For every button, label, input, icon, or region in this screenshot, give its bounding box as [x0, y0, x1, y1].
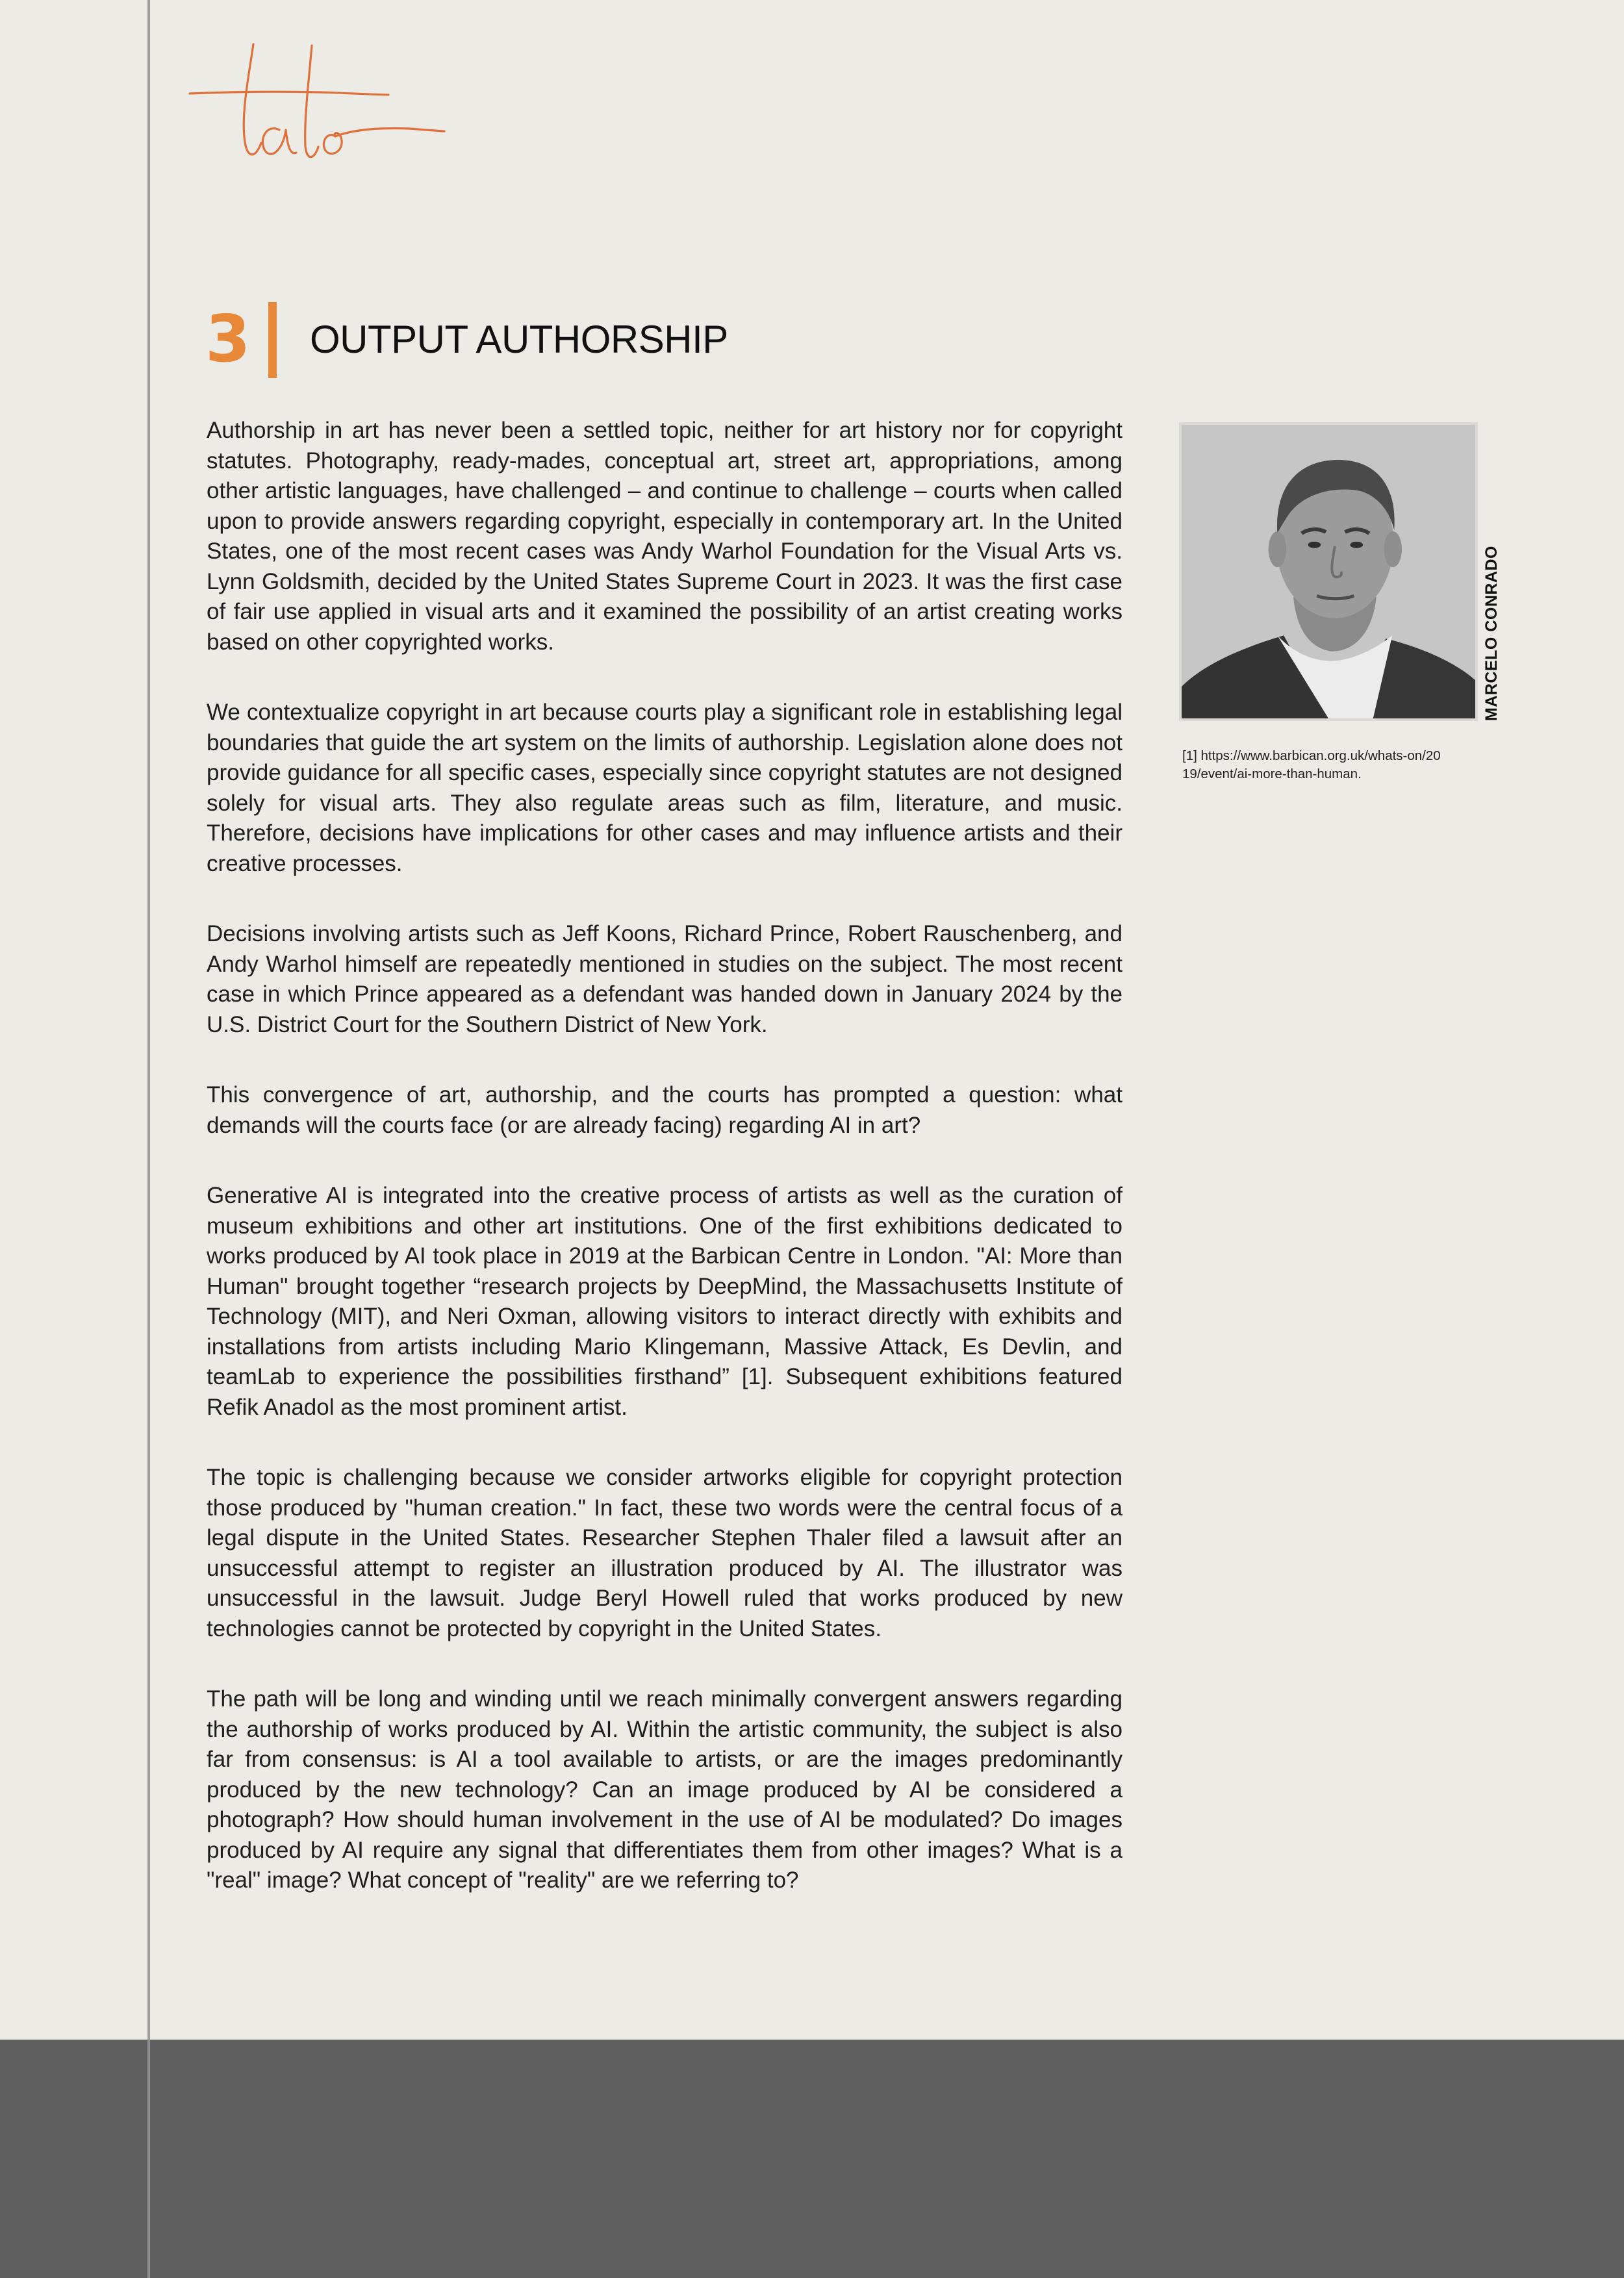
- footnote: [1] https://www.barbican.org.uk/whats-on/2019/event/ai-more-than-human.: [1182, 748, 1441, 781]
- paragraph: The path will be long and winding until we reach minimally convergent answers regarding the authorship of works produced by AI. Within the artistic community, the subject is also far from consensus: is AI a tool available to artists, or are the images predominantly produced by the new technology? Can an image produced by AI be considered a photograph? How should human involvement in the use of AI be modulated? Do images produced by AI require any signal that differentiates them from other images? What is a "real" image? What concept of "reality" are we referring to?: [207, 1686, 1123, 1893]
- article-body: [207, 416, 1123, 1936]
- section-number: 3: [205, 301, 251, 377]
- footer-band: [0, 2040, 1624, 2278]
- page-margin-rule: [147, 0, 150, 2278]
- section-divider-bar: [268, 302, 277, 378]
- section-title: OUTPUT AUTHORSHIP: [310, 318, 728, 361]
- paragraph: Authorship in art has never been a settled topic, neither for art history nor for copyright statutes. Photography, ready-mades, conceptual art, street art, appropriations, among other artistic languages, have challenged – and continue to challenge – courts when called upon to provide answers regarding copyright, especially in contemporary art. In the United States, one of the most recent cases was Andy Warhol Foundation for the Visual Arts vs. Lynn Goldsmith, decided by the United States Supreme Court in 2023. It was the first case of fair use applied in visual arts and it examined the possibility of an artist creating works based on other copyrighted works.: [207, 418, 1123, 655]
- tato-signature-logo: [182, 32, 455, 175]
- paragraph: Decisions involving artists such as Jeff Koons, Richard Prince, Robert Rauschenberg, and Andy Warhol himself are repeatedly mentioned in studies on the subject. The most recent case in which Prince appeared as a defendant was handed down in January 2024 by the U.S. District Court for the Southern District of New York.: [207, 921, 1123, 1037]
- photo-credit: MARCELO CONRADO: [1482, 546, 1501, 721]
- footer-margin-rule: [147, 2040, 150, 2278]
- paragraph: This convergence of art, authorship, and the courts has prompted a question: what demands will the courts face (or are already facing) regarding AI in art?: [207, 1082, 1123, 1138]
- paragraph: We contextualize copyright in art because courts play a significant role in establishing legal boundaries that guide the art system on the limits of authorship. Legislation alone does not provide guidance for all specific cases, especially since copyright statutes are not designed solely for visual arts. They also regulate areas such as film, literature, and music. Therefore, decisions have implications for other cases and may influence artists and their creative processes.: [207, 700, 1123, 876]
- paragraph: Generative AI is integrated into the creative process of artists as well as the curation of museum exhibitions and other art institutions. One of the first exhibitions dedicated to works produced by AI took place in 2019 at the Barbican Centre in London. "AI: More than Human" brought together “research projects by DeepMind, the Massachusetts Institute of Technology (MIT), and Neri Oxman, allowing visitors to interact directly with exhibits and installations from artists including Mario Klingemann, Massive Attack, Es Devlin, and teamLab to experience the possibilities firsthand” [1]. Subsequent exhibitions featured Refik Anadol as the most prominent artist.: [207, 1183, 1123, 1420]
- paragraph: The topic is challenging because we consider artworks eligible for copyright protection those produced by "human creation." In fact, these two words were the central focus of a legal dispute in the United States. Researcher Stephen Thaler filed a lawsuit after an unsuccessful attempt to register an illustration produced by AI. The illustrator was unsuccessful in the lawsuit. Judge Beryl Howell ruled that works produced by new technologies cannot be protected by copyright in the United States.: [207, 1465, 1123, 1641]
- author-portrait: [1179, 422, 1478, 721]
